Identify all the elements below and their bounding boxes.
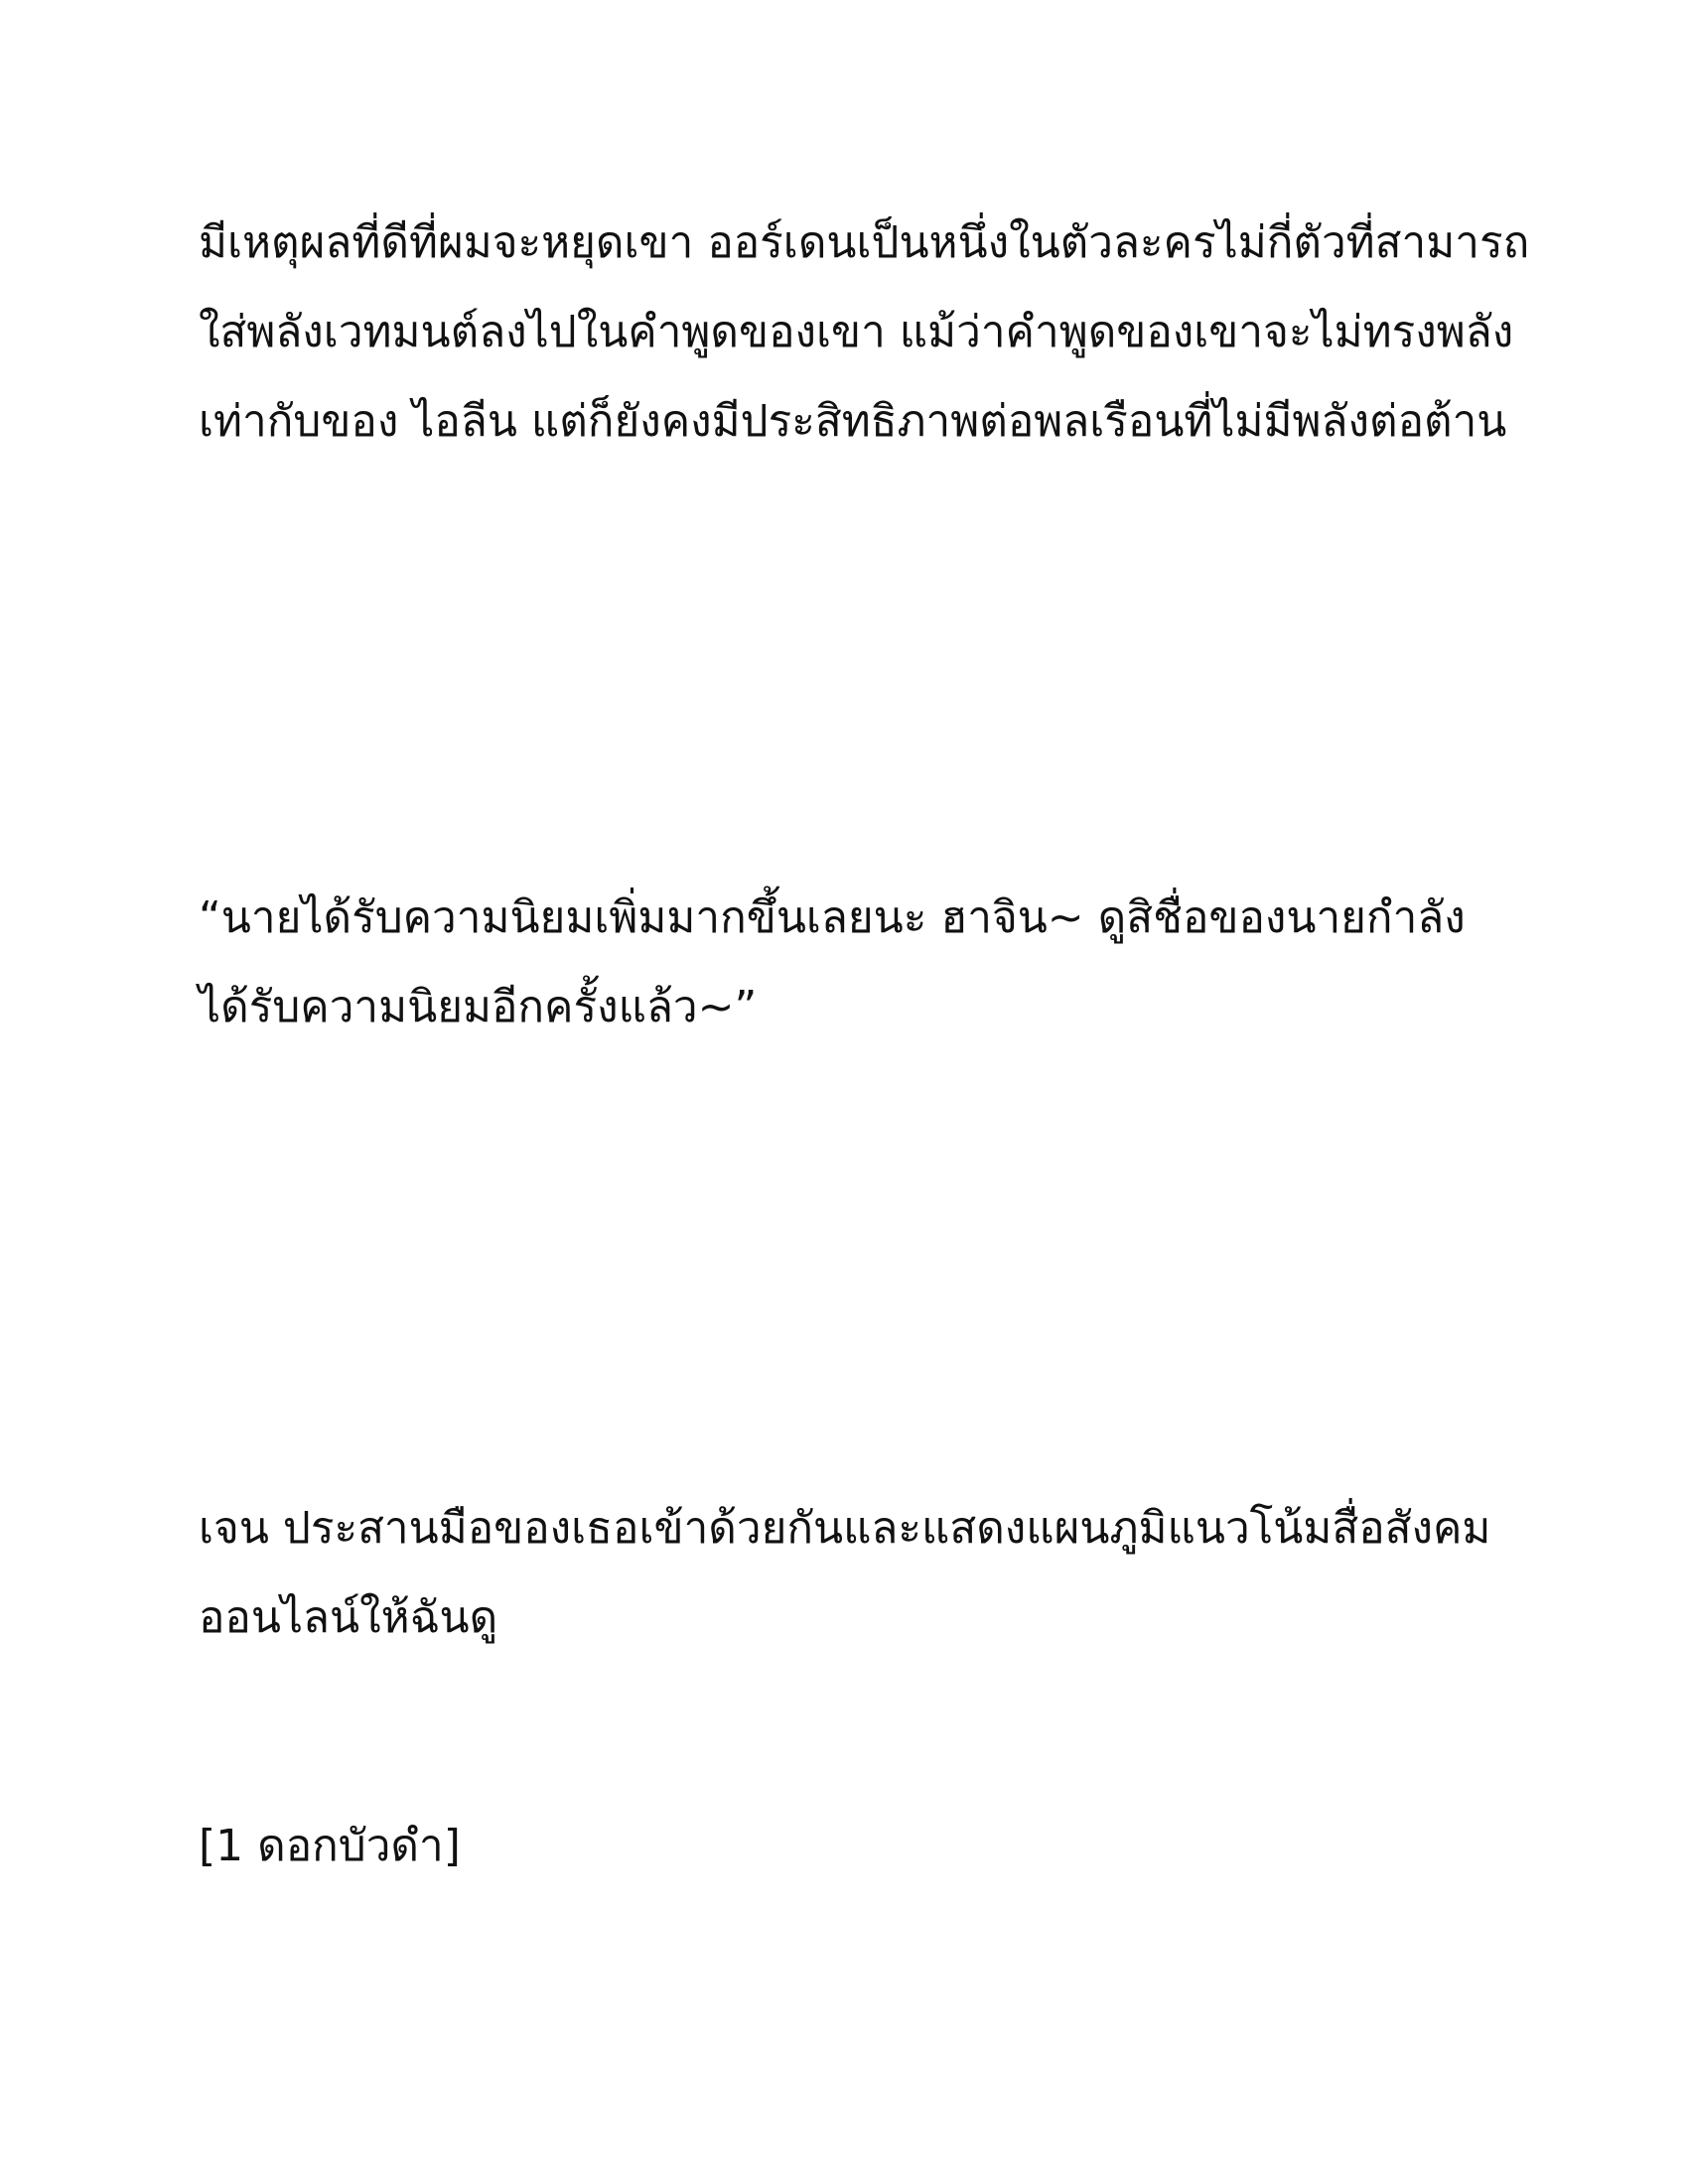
text-line: มีเหตุผลที่ดีที่ผมจะหยุดเขา ออร์เดนเป็นหนึ่งในตัวละครไม่กี่ตัวที่สามารถ [199,217,1530,268]
text-line: ใส่พลังเวทมนต์ลงไปในคำพูดของเขา แม้ว่าคำพูดของเขาจะไม่ทรงพลัง [199,307,1514,357]
text-line: “นายได้รับความนิยมเพิ่มมากขึ้นเลยนะ ฮาจิน~ ดูสิชื่อของนายกำลัง [199,892,1466,943]
text-line: เจน ประสานมือของเธอเข้าด้วยกันและแสดงแผนภูมิแนวโน้มสื่อสังคม [199,1503,1491,1554]
text-line: เท่ากับของ ไอลีน แต่ก็ยังคงมีประสิทธิภาพต่อพลเรือนที่ไม่มีพลังต่อต้าน [199,396,1507,447]
text-line: ออนไลน์ให้ฉันดู [199,1592,498,1643]
paragraph-narration-jen [199,1484,1509,1663]
paragraph-bracket-note [199,1802,1509,1891]
text-line: [1 ดอกบัวดำ] [199,1821,461,1871]
text-line: ได้รับความนิยมอีกครั้งแล้ว~” [199,982,758,1032]
paragraph-narration-orden [199,199,1530,467]
paragraph-dialogue [199,874,1509,1052]
